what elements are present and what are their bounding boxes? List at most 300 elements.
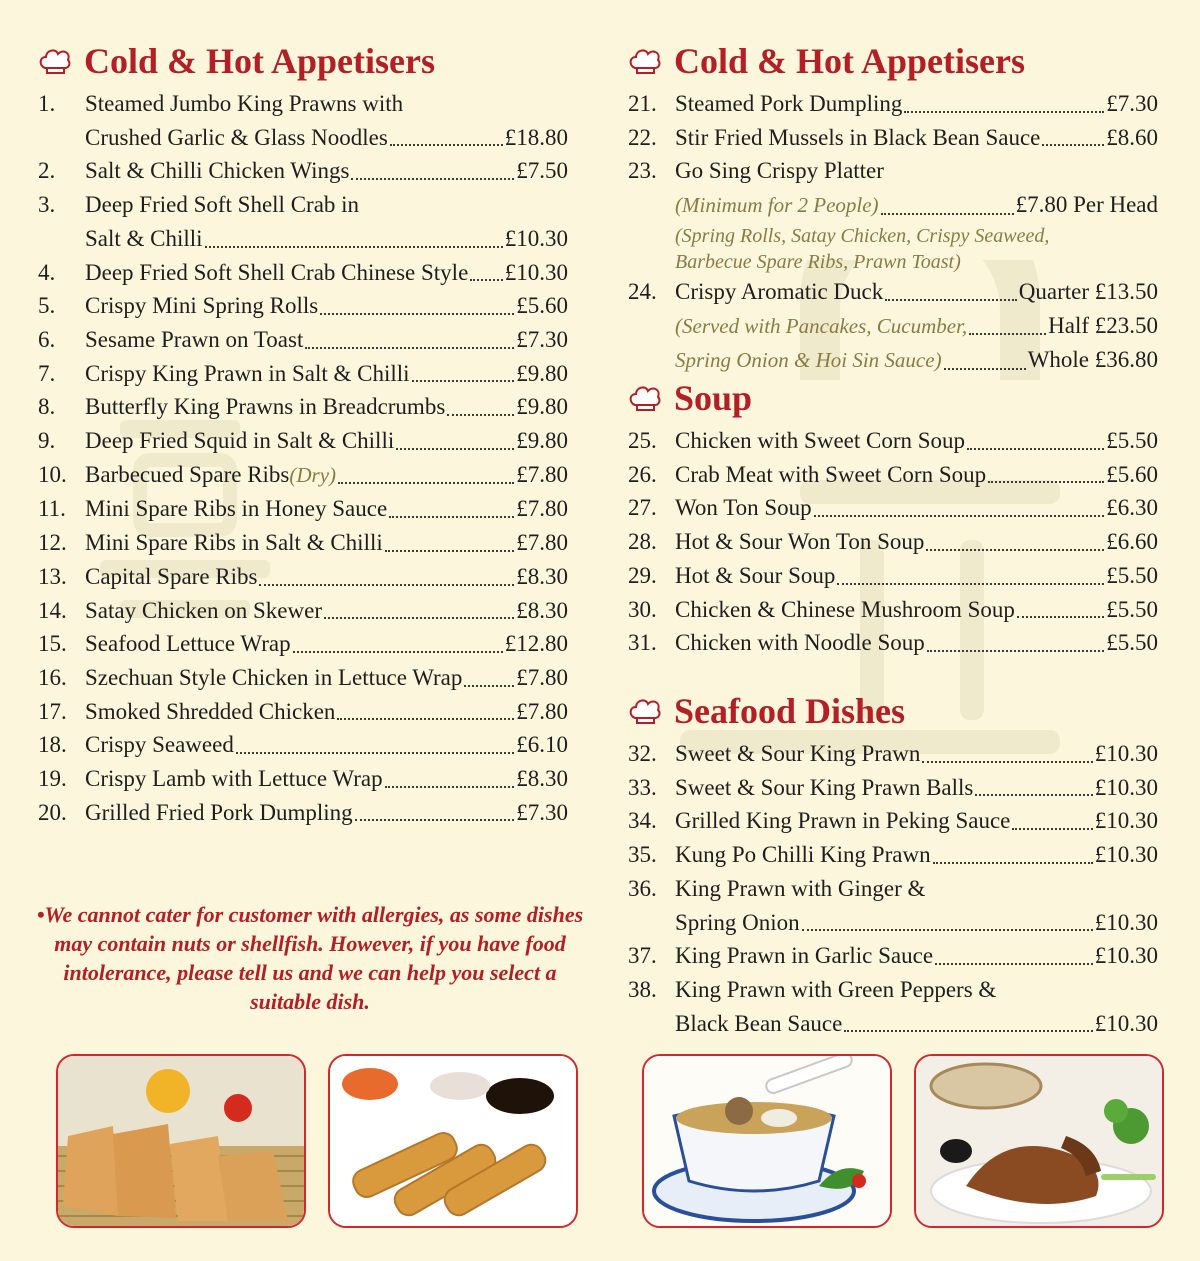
item-name: Crispy Aromatic Duck [675, 278, 884, 304]
item-price: £5.50 [1106, 562, 1158, 588]
item-number: 29. [628, 562, 657, 588]
menu-item [38, 560, 568, 594]
menu-item [38, 796, 568, 830]
item-line [675, 154, 1158, 188]
menu-item [38, 357, 568, 391]
menu-item [38, 728, 568, 762]
menu-item [628, 458, 1158, 492]
item-name: Crispy Mini Spring Rolls [85, 293, 319, 319]
item-line [85, 390, 568, 424]
item-line [675, 424, 1158, 458]
item-price: £7.30 [1106, 91, 1158, 116]
item-body [675, 491, 1158, 525]
leader-dots [988, 481, 1104, 483]
item-name: Salt & Chilli Chicken Wings [85, 158, 350, 184]
item-line [85, 695, 568, 729]
item-price: £10.30 [1094, 808, 1158, 834]
item-name: Kung Po Chilli King Prawn [675, 842, 931, 868]
item-line [85, 796, 568, 830]
item-name: King Prawn with Ginger & [675, 875, 926, 901]
item-price: £8.30 [516, 597, 568, 623]
item-price: £7.50 [516, 158, 568, 184]
menu-item [38, 661, 568, 695]
item-price: £7.80 [516, 461, 568, 487]
item-price: Whole £36.80 [1027, 347, 1158, 373]
menu-item [38, 492, 568, 526]
menu-item [628, 771, 1158, 805]
appetisers-list-right [628, 87, 1158, 378]
leader-dots [320, 313, 514, 315]
leader-dots [412, 380, 515, 382]
item-line [85, 87, 568, 121]
item-price: Half £23.50 [1048, 312, 1158, 338]
leader-dots [975, 794, 1092, 796]
item-line [675, 223, 1158, 249]
item-number: 16. [38, 664, 67, 690]
item-body [85, 796, 568, 830]
item-body [85, 87, 568, 154]
item-number: 38. [628, 976, 657, 1002]
menu-item [628, 275, 1158, 378]
leader-dots [390, 144, 503, 146]
item-number: 17. [38, 698, 67, 724]
item-price: £9.80 [516, 394, 568, 420]
menu-item [628, 939, 1158, 973]
item-name: Szechuan Style Chicken in Lettuce Wrap [85, 664, 463, 690]
item-body [85, 424, 568, 458]
item-number: 13. [38, 563, 67, 589]
item-price: £10.30 [1094, 1010, 1158, 1036]
leader-dots [814, 515, 1105, 517]
item-line [675, 121, 1158, 155]
item-note: Spring Onion & Hoi Sin Sauce) [675, 348, 942, 373]
spring-rolls-photo [328, 1054, 578, 1228]
item-price: £7.80 [516, 664, 568, 690]
item-price: £10.30 [1094, 741, 1158, 766]
leader-dots [885, 299, 1017, 301]
item-number: 24. [628, 278, 657, 304]
item-line [85, 458, 568, 493]
item-body [85, 728, 568, 762]
item-body [675, 872, 1158, 939]
item-name: Deep Fried Soft Shell Crab in [85, 192, 360, 218]
item-number: 32. [628, 741, 657, 766]
item-number: 21. [628, 91, 657, 116]
item-price: £10.30 [1094, 909, 1158, 935]
menu-item [628, 804, 1158, 838]
item-price: £5.50 [1106, 428, 1158, 453]
leader-dots [926, 549, 1104, 551]
item-line [675, 737, 1158, 771]
crispy-duck-photo [914, 1054, 1164, 1228]
item-price: £12.80 [504, 631, 568, 657]
item-line [85, 424, 568, 458]
item-number: 18. [38, 732, 67, 758]
item-line [85, 323, 568, 357]
won-ton-soup-image [644, 1056, 890, 1226]
item-price: £7.30 [516, 326, 568, 352]
item-name: Butterfly King Prawns in Breadcrumbs [85, 394, 446, 420]
leader-dots [881, 213, 1014, 215]
leader-dots [927, 650, 1104, 652]
item-line [85, 594, 568, 628]
item-line [675, 188, 1158, 223]
section-title-text: Cold & Hot Appetisers [84, 41, 435, 81]
item-body [675, 838, 1158, 872]
item-price: £5.60 [1106, 461, 1158, 487]
item-price: £10.30 [1094, 842, 1158, 868]
section-title-soup [628, 375, 752, 421]
leader-dots [293, 651, 503, 653]
item-price: £9.80 [516, 360, 568, 386]
menu-item [628, 593, 1158, 627]
item-number: 4. [38, 259, 56, 285]
item-name: Chicken with Sweet Corn Soup [675, 428, 966, 453]
leader-dots [933, 862, 1093, 864]
item-body [85, 458, 568, 493]
leader-dots [355, 819, 515, 821]
section-title-appetisers-right [628, 38, 1025, 84]
item-price: £9.80 [516, 428, 568, 454]
item-name: Mini Spare Ribs in Honey Sauce [85, 496, 388, 522]
item-price: £6.10 [516, 732, 568, 758]
leader-dots [1012, 828, 1092, 830]
menu-item [628, 87, 1158, 121]
item-body [675, 154, 1158, 274]
leader-dots [1017, 616, 1104, 618]
item-body [675, 275, 1158, 378]
menu-item [628, 973, 1158, 1040]
item-name: Steamed Pork Dumpling [675, 91, 903, 116]
item-line [675, 906, 1158, 940]
item-name: Hot & Sour Soup [675, 562, 836, 588]
leader-dots [385, 786, 515, 788]
item-number: 35. [628, 842, 657, 868]
section-title-text: Cold & Hot Appetisers [674, 41, 1025, 81]
item-body [675, 771, 1158, 805]
item-line [675, 1007, 1158, 1041]
chef-hat-icon [38, 46, 72, 76]
item-line [85, 560, 568, 594]
item-body [675, 593, 1158, 627]
item-line [675, 973, 1158, 1007]
section-title-seafood [628, 688, 905, 734]
item-name: Chicken with Noodle Soup [675, 630, 925, 656]
allergy-notice: •We cannot cater for customer with allergies, as some dishes may contain nuts or shellfish. However, if you have food intolerance, please tell us and we can help you select a suitable dish. [36, 902, 584, 1014]
item-number: 6. [38, 326, 56, 352]
item-body [85, 762, 568, 796]
item-price: £7.30 [516, 799, 568, 825]
menu-item [628, 872, 1158, 939]
menu-item [38, 154, 568, 188]
item-number: 23. [628, 158, 657, 184]
item-line [85, 627, 568, 661]
item-name: Deep Fried Squid in Salt & Chilli [85, 428, 395, 454]
item-name: Hot & Sour Won Ton Soup [675, 529, 925, 555]
item-price: £8.30 [516, 563, 568, 589]
leader-dots [324, 617, 514, 619]
item-line [85, 121, 568, 155]
spring-rolls-image [330, 1056, 576, 1226]
item-body [675, 973, 1158, 1040]
item-number: 15. [38, 631, 67, 657]
item-name: Grilled King Prawn in Peking Sauce [675, 808, 1011, 834]
item-price: £7.80 [516, 496, 568, 522]
sesame-prawn-toast-photo [56, 1054, 306, 1228]
menu-item [38, 458, 568, 493]
menu-item [38, 627, 568, 661]
item-line [675, 87, 1158, 121]
item-number: 34. [628, 808, 657, 834]
item-number: 7. [38, 360, 56, 386]
item-line [675, 458, 1158, 492]
item-number: 28. [628, 529, 657, 555]
item-price: £10.30 [1094, 943, 1158, 969]
item-body [675, 804, 1158, 838]
item-line [675, 309, 1158, 344]
item-name: Sweet & Sour King Prawn Balls [675, 774, 974, 800]
menu-item [628, 491, 1158, 525]
won-ton-soup-photo [642, 1054, 892, 1228]
item-line [85, 728, 568, 762]
item-name: Steamed Jumbo King Prawns with [85, 91, 404, 116]
crispy-duck-image [916, 1056, 1162, 1226]
item-body [675, 87, 1158, 121]
leader-dots [259, 584, 514, 586]
item-name: Stir Fried Mussels in Black Bean Sauce [675, 124, 1041, 150]
leader-dots [837, 583, 1104, 585]
item-name: Sesame Prawn on Toast [85, 326, 304, 352]
leader-dots [337, 718, 514, 720]
item-number: 37. [628, 943, 657, 969]
leader-dots [338, 482, 514, 484]
item-line [675, 343, 1158, 378]
menu-item [628, 154, 1158, 274]
item-price: £8.60 [1106, 124, 1158, 150]
item-price: £10.30 [504, 259, 568, 285]
leader-dots [922, 761, 1092, 763]
leader-dots [447, 414, 514, 416]
leader-dots [844, 1030, 1092, 1032]
item-line [85, 289, 568, 323]
item-number: 14. [38, 597, 67, 623]
menu-item [38, 695, 568, 729]
item-number: 9. [38, 428, 56, 454]
item-line [675, 559, 1158, 593]
item-name: Black Bean Sauce [675, 1010, 843, 1036]
item-line [85, 492, 568, 526]
item-name: King Prawn with Green Peppers & [675, 976, 997, 1002]
menu-item [38, 323, 568, 357]
leader-dots [236, 752, 514, 754]
item-body [85, 188, 568, 255]
chef-hat-icon [628, 696, 662, 726]
leader-dots [904, 111, 1104, 113]
item-price: £18.80 [504, 124, 568, 150]
item-line [675, 939, 1158, 973]
item-name: Won Ton Soup [675, 495, 812, 521]
item-body [85, 492, 568, 526]
leader-dots [969, 333, 1046, 335]
item-line [85, 661, 568, 695]
item-body [85, 594, 568, 628]
item-number: 30. [628, 596, 657, 622]
item-body [85, 661, 568, 695]
item-line [675, 491, 1158, 525]
leader-dots [470, 279, 502, 281]
menu-item [38, 188, 568, 255]
item-body [675, 121, 1158, 155]
leader-dots [389, 516, 514, 518]
item-name: Deep Fried Soft Shell Crab Chinese Style [85, 259, 469, 285]
item-name: Smoked Shredded Chicken [85, 698, 336, 724]
item-name: Sweet & Sour King Prawn [675, 741, 921, 766]
item-price: £6.30 [1106, 495, 1158, 521]
item-name: Satay Chicken on Skewer [85, 597, 322, 623]
item-number: 11. [38, 496, 66, 522]
item-number: 19. [38, 766, 67, 792]
item-body [85, 560, 568, 594]
item-body [85, 627, 568, 661]
item-line [85, 526, 568, 560]
item-number: 2. [38, 158, 56, 184]
menu-item [628, 838, 1158, 872]
item-number: 25. [628, 428, 657, 453]
item-name: Capital Spare Ribs [85, 563, 258, 589]
menu-item [628, 559, 1158, 593]
leader-dots [305, 347, 514, 349]
item-name: Spring Onion [675, 909, 800, 935]
item-name: Seafood Lettuce Wrap [85, 631, 291, 657]
leader-dots [396, 448, 514, 450]
menu-item [628, 121, 1158, 155]
item-line [675, 804, 1158, 838]
leader-dots [802, 929, 1093, 931]
item-number: 1. [38, 91, 56, 116]
item-body [675, 424, 1158, 458]
item-subnote: Barbecue Spare Ribs, Prawn Toast) [675, 250, 961, 273]
item-price: £5.60 [516, 293, 568, 319]
item-line [675, 593, 1158, 627]
item-number: 33. [628, 774, 657, 800]
item-name: Grilled Fried Pork Dumpling [85, 799, 353, 825]
item-line [85, 188, 568, 222]
item-price: Quarter £13.50 [1018, 278, 1158, 304]
item-subnote: (Spring Rolls, Satay Chicken, Crispy Seaweed, [675, 224, 1050, 247]
item-body [85, 357, 568, 391]
menu-item [38, 526, 568, 560]
menu-item [38, 762, 568, 796]
item-number: 8. [38, 394, 56, 420]
item-body [85, 526, 568, 560]
item-body [85, 289, 568, 323]
item-line [85, 762, 568, 796]
leader-dots [351, 178, 514, 180]
item-line [675, 626, 1158, 660]
menu-item [628, 626, 1158, 660]
item-name: Go Sing Crispy Platter [675, 158, 884, 184]
item-name: Crispy Seaweed [85, 732, 234, 758]
item-body [85, 323, 568, 357]
leader-dots [464, 685, 514, 687]
menu-item [628, 424, 1158, 458]
item-name: Salt & Chilli [85, 225, 203, 251]
item-body [85, 695, 568, 729]
item-name: Crispy King Prawn in Salt & Chilli [85, 360, 410, 386]
leader-dots [944, 368, 1026, 370]
menu-item [38, 289, 568, 323]
seafood-list [628, 737, 1158, 1040]
item-line [675, 838, 1158, 872]
item-number: 10. [38, 461, 67, 487]
section-title-text: Soup [674, 378, 753, 418]
appetisers-list-left [38, 87, 568, 829]
sesame-prawn-toast-image [58, 1056, 304, 1226]
item-body [85, 256, 568, 290]
menu-item [38, 390, 568, 424]
item-name: Crab Meat with Sweet Corn Soup [675, 461, 987, 487]
item-line [675, 771, 1158, 805]
soup-list [628, 424, 1158, 660]
item-line [85, 256, 568, 290]
leader-dots [1042, 144, 1104, 146]
item-price: £10.30 [504, 225, 568, 251]
item-line [675, 275, 1158, 309]
item-price: £8.30 [516, 766, 568, 792]
item-body [675, 559, 1158, 593]
menu-item [38, 424, 568, 458]
item-name: Chicken & Chinese Mushroom Soup [675, 596, 1015, 622]
item-number: 12. [38, 530, 67, 556]
item-number: 36. [628, 875, 657, 901]
item-line [85, 222, 568, 256]
item-price: £5.50 [1106, 630, 1158, 656]
item-body [85, 154, 568, 188]
item-line [675, 525, 1158, 559]
item-name: Mini Spare Ribs in Salt & Chilli [85, 530, 383, 556]
item-number: 26. [628, 461, 657, 487]
item-number: 3. [38, 192, 56, 218]
leader-dots [205, 246, 503, 248]
item-number: 20. [38, 799, 67, 825]
section-title-appetisers-left [38, 38, 435, 84]
item-body [675, 525, 1158, 559]
leader-dots [385, 550, 515, 552]
item-note: (Dry) [289, 462, 337, 487]
item-price: £10.30 [1094, 774, 1158, 800]
item-note: (Minimum for 2 People) [675, 193, 879, 218]
item-number: 5. [38, 293, 56, 319]
leader-dots [935, 963, 1093, 965]
item-price: £6.60 [1106, 529, 1158, 555]
item-body [675, 737, 1158, 771]
item-body [675, 458, 1158, 492]
item-price: £7.80 [516, 698, 568, 724]
item-price: £7.80 [516, 530, 568, 556]
item-price: £7.80 Per Head [1015, 192, 1158, 218]
menu-item [38, 87, 568, 154]
item-line [85, 154, 568, 188]
section-title-text: Seafood Dishes [674, 691, 906, 731]
item-name: King Prawn in Garlic Sauce [675, 943, 934, 969]
item-body [675, 939, 1158, 973]
item-number: 31. [628, 630, 657, 656]
chef-hat-icon [628, 383, 662, 413]
item-line [85, 357, 568, 391]
item-note: (Served with Pancakes, Cucumber, [675, 313, 968, 338]
item-number: 27. [628, 495, 657, 521]
item-name: Barbecued Spare Ribs [85, 461, 290, 487]
